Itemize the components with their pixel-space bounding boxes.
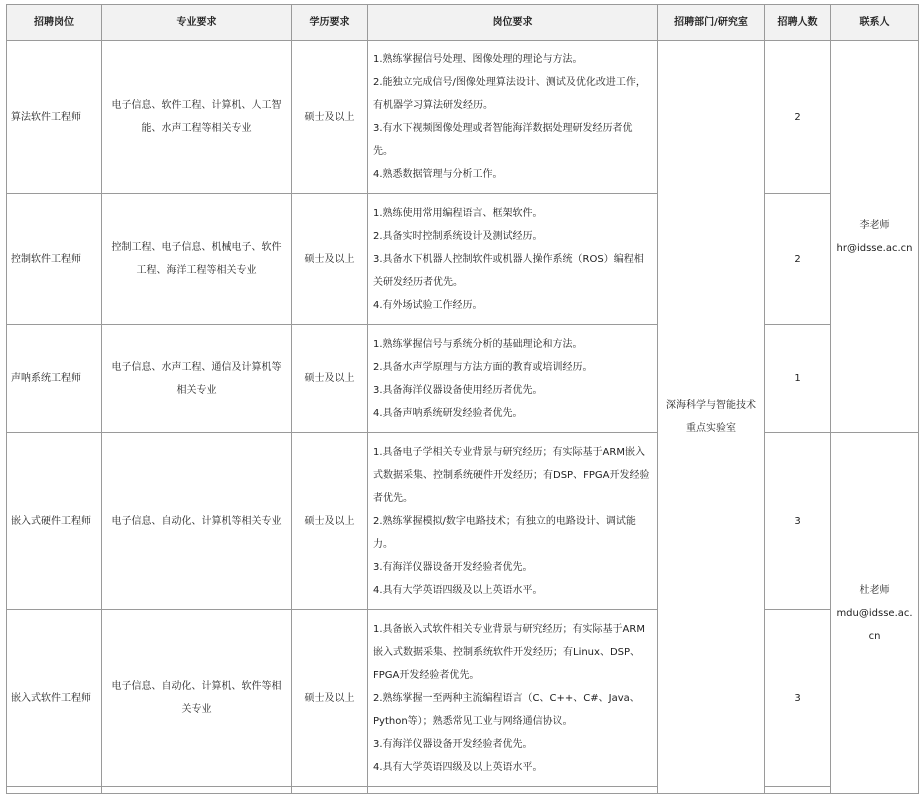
requirement-item: 2.熟练掌握一至两种主流编程语言（C、C++、C#、Java、Python等）；熟悉常见工业与网络通信协议。: [373, 692, 640, 727]
position-cell: 嵌入式软件工程师: [7, 610, 102, 787]
table-row: [7, 433, 919, 610]
requirement-item: 2.具备实时控制系统设计及测试经历。: [373, 230, 543, 242]
requirement-item: 4.有外场试验工作经历。: [373, 299, 483, 311]
requirement-item: 1.熟练掌握信号处理、图像处理的理论与方法。: [373, 54, 583, 65]
header-major: 专业要求: [102, 5, 292, 41]
requirements-cell: [368, 433, 658, 610]
requirements-cell: [368, 325, 658, 433]
education-cell: 硕士及以上: [292, 610, 368, 787]
requirement-item: 1.具备电子学相关专业背景与研究经历；有实际基于ARM嵌入式数据采集、控制系统硬件开发经历；有DSP、FPGA开发经验者优先。: [373, 446, 650, 504]
header-department: 招聘部门/研究室: [658, 5, 765, 41]
count-cell: 2: [765, 41, 831, 194]
requirement-item: 1.熟练掌握信号与系统分析的基础理论和方法。: [373, 338, 583, 350]
education-cell: 硕士及以上: [292, 41, 368, 194]
count-cell: 3: [765, 433, 831, 610]
empty-cell: [368, 787, 658, 794]
major-cell: 控制工程、电子信息、机械电子、软件工程、海洋工程等相关专业: [102, 194, 292, 325]
requirement-item: 2.具备水声学原理与方法方面的教育或培训经历。: [373, 361, 593, 373]
requirement-item: 3.具备水下机器人控制软件或机器人操作系统（ROS）编程相关研发经历者优先。: [373, 253, 644, 288]
position-cell: 嵌入式硬件工程师: [7, 433, 102, 610]
empty-cell: [292, 787, 368, 794]
requirement-item: 3.具备海洋仪器设备使用经历者优先。: [373, 384, 543, 396]
requirement-item: 4.熟悉数据管理与分析工作。: [373, 169, 503, 180]
requirement-item: 3.有海洋仪器设备开发经验者优先。: [373, 561, 533, 573]
table-row: [7, 610, 919, 787]
major-cell: 电子信息、自动化、计算机等相关专业: [102, 433, 292, 610]
major-cell: 电子信息、水声工程、通信及计算机等相关专业: [102, 325, 292, 433]
contact-name: 李老师: [859, 219, 890, 231]
table-row: [7, 194, 919, 325]
requirement-item: 4.具有大学英语四级及以上英语水平。: [373, 584, 543, 596]
requirements-cell: [368, 41, 658, 194]
position-cell: 算法软件工程师: [7, 41, 102, 194]
department-cell: 深海科学与智能技术重点实验室: [658, 41, 765, 794]
count-cell: 3: [765, 610, 831, 787]
major-cell: 电子信息、软件工程、计算机、人工智能、水声工程等相关专业: [102, 41, 292, 194]
contact-cell: [831, 41, 919, 433]
requirement-item: 3.有水下视频图像处理或者智能海洋数据处理研发经历者优先。: [373, 123, 633, 157]
requirements-cell: [368, 610, 658, 787]
header-row: [7, 5, 919, 41]
education-cell: 硕士及以上: [292, 194, 368, 325]
position-cell: 声呐系统工程师: [7, 325, 102, 433]
header-count: 招聘人数: [765, 5, 831, 41]
requirement-item: 4.具备声呐系统研发经验者优先。: [373, 407, 523, 419]
header-education: 学历要求: [292, 5, 368, 41]
contact-email: mdu@idsse.ac.cn: [836, 607, 913, 642]
header-contact: 联系人: [831, 5, 919, 41]
recruitment-table: [6, 4, 919, 794]
major-cell: 电子信息、自动化、计算机、软件等相关专业: [102, 610, 292, 787]
empty-cell: [7, 787, 102, 794]
table-row-partial: [7, 787, 919, 794]
empty-cell: [765, 787, 831, 794]
requirements-cell: [368, 194, 658, 325]
empty-cell: [102, 787, 292, 794]
requirement-item: 1.熟练使用常用编程语言、框架软件。: [373, 207, 543, 219]
contact-name: 杜老师: [859, 584, 890, 596]
count-cell: 1: [765, 325, 831, 433]
contact-cell: [831, 433, 919, 794]
requirement-item: 2.熟练掌握模拟/数字电路技术；有独立的电路设计、调试能力。: [373, 515, 636, 550]
header-requirements: 岗位要求: [368, 5, 658, 41]
requirement-item: 4.具有大学英语四级及以上英语水平。: [373, 761, 543, 773]
requirement-item: 2.能独立完成信号/图像处理算法设计、测试及优化改进工作，有机器学习算法研发经历。: [373, 77, 646, 111]
header-position: 招聘岗位: [7, 5, 102, 41]
education-cell: 硕士及以上: [292, 433, 368, 610]
requirement-item: 1.具备嵌入式软件相关专业背景与研究经历；有实际基于ARM嵌入式数据采集、控制系统软件开发经历；有Linux、DSP、FPGA开发经验者优先。: [373, 623, 645, 681]
table-row: [7, 325, 919, 433]
contact-email: hr@idsse.ac.cn: [836, 242, 913, 254]
requirement-item: 3.有海洋仪器设备开发经验者优先。: [373, 738, 533, 750]
table-row: [7, 41, 919, 194]
position-cell: 控制软件工程师: [7, 194, 102, 325]
count-cell: 2: [765, 194, 831, 325]
education-cell: 硕士及以上: [292, 325, 368, 433]
